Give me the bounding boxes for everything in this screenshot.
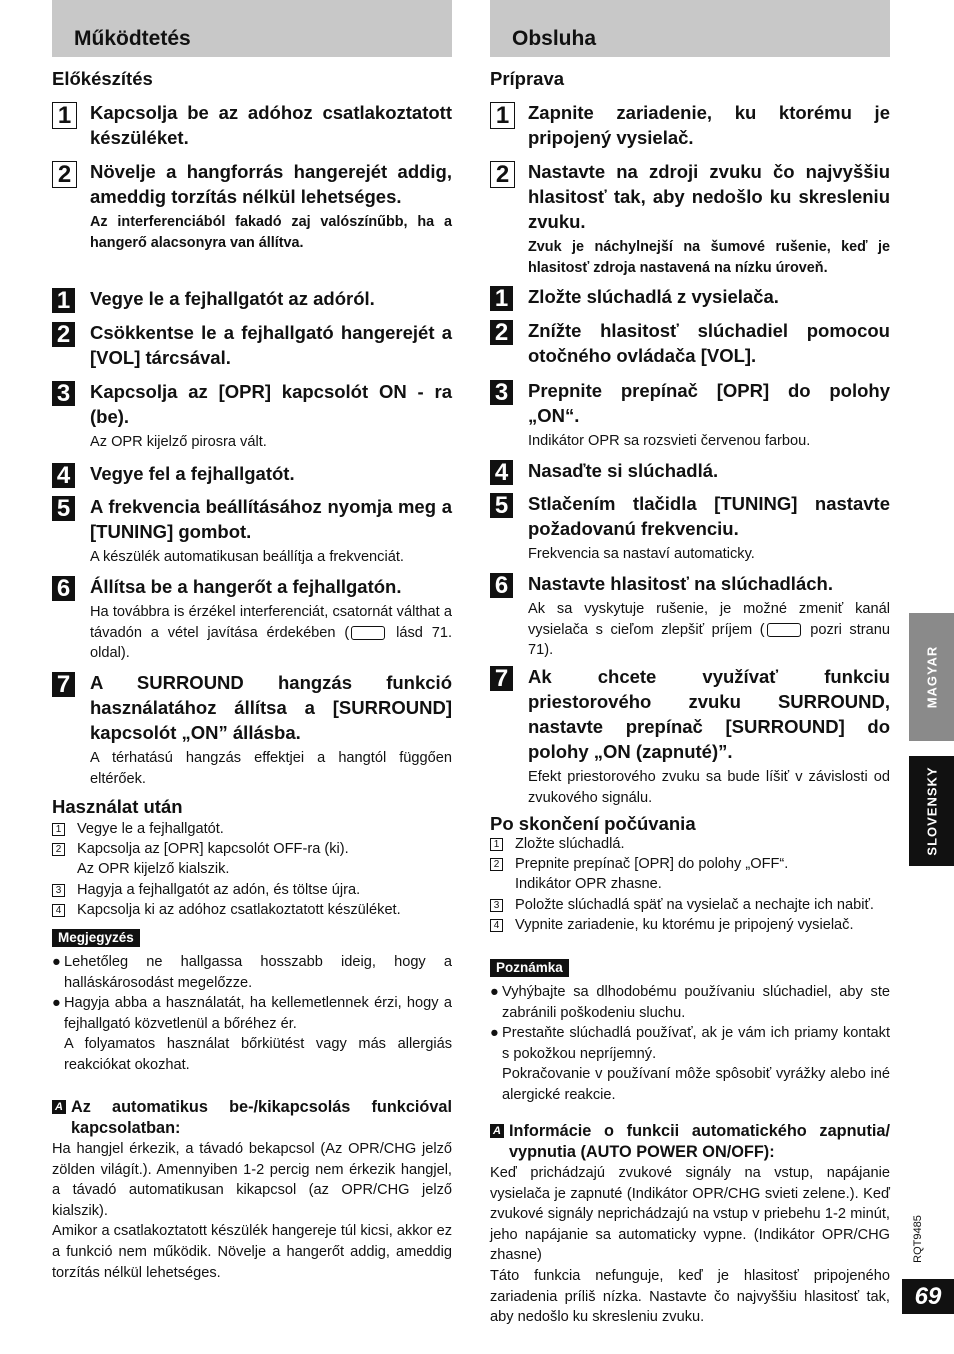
column-slovak: [490, 0, 890, 1326]
item-text: Zložte slúchadlá.: [515, 836, 625, 852]
list-item: [52, 819, 452, 839]
step-note: A készülék automatikusan beállítja a frekvenciát.: [90, 549, 404, 565]
operation-step: [52, 286, 452, 314]
auto-power-section: [52, 1097, 452, 1283]
bullet-icon: ●: [52, 995, 61, 1012]
prep-step: [490, 100, 890, 150]
step-text: Nastavte hlasitosť na slúchadlách.: [528, 573, 833, 594]
step-number: 6: [52, 576, 75, 601]
step-text: Stlačením tlačidla [TUNING] nastavte požadovanú frekvenciu.: [528, 493, 890, 539]
item-number: 4: [490, 919, 503, 932]
note-text: Ha továbbra is érzékel interferenciát, csatornát válthat a távadón a vétel javítása érdekében (: [90, 604, 452, 641]
step-text: Zapnite zariadenie, ku ktorému je pripojený vysielač.: [528, 102, 890, 148]
step-note: Az interferenciából fakadó zaj valószínűbb, ha a hangerő alacsonyra van állítva.: [90, 214, 452, 251]
step-number: 1: [52, 288, 75, 313]
item-number: 3: [52, 884, 65, 897]
auto-power-body: Ha hangjel érkezik, a távadó bekapcsol (Az OPR/CHG jelző zölden világít.). Amennyiben 1-2 percig nem érkezik hangjel, a távadó automatikusan kikapcsol (az OPR/CHG jelző kialszik).: [52, 1141, 452, 1219]
pointing-hand-icon: [767, 623, 801, 637]
operation-step: [52, 670, 452, 789]
step-text: Nasaďte si slúchadlá.: [528, 460, 719, 481]
step-text: Kapcsolja be az adóhoz csatlakoztatott készüléket.: [90, 102, 452, 148]
auto-power-body: Keď prichádzajú zvukové signály na vstup, napájanie vysielača je zapnuté (Indikátor OPR/CHG svieti zelene.). Keď zvukové signály neprichádzajú na vstup v priebehu 1-2 minút, jeho napájanie sa automaticky vypne. (Indikátor OPR/CHG zhasne): [490, 1165, 890, 1264]
step-text: Ak chcete využívať funkciu priestorového zvuku SURROUND, nastavte prepínač [SURROUND] do polohy „ON (zapnuté)”.: [528, 666, 890, 762]
step-text: A frekvencia beállításához nyomja meg a [TUNING] gombot.: [90, 496, 452, 542]
note-text: pozri stranu 71).: [528, 621, 890, 659]
step-number: 2: [52, 322, 75, 347]
bullet-text: Hagyja abba a használatát, ha kellemetlennek érzi, hogy a fejhallgató közvetlenül a bőréhez ér.: [64, 995, 452, 1032]
heading-text: Informácie o funkcii automatického zapnutia/ vypnutia (AUTO POWER ON/OFF):: [509, 1122, 890, 1161]
language-tab-slovensky: [909, 756, 954, 866]
step-number: 1: [490, 102, 515, 129]
step-note: Frekvencia sa nastaví automaticky.: [528, 546, 755, 562]
after-use-list: [490, 834, 890, 935]
section-title: Működtetés: [74, 27, 191, 50]
bullet-item: [490, 982, 890, 1023]
bullet-text: Pokračovanie v používaní môže spôsobiť vyrážky alebo iné alergické reakcie.: [502, 1066, 890, 1103]
list-item: [490, 854, 890, 894]
step-text: Prepnite prepínač [OPR] do polohy „ON“.: [528, 380, 890, 426]
prep-step: [52, 100, 452, 150]
operation-step: [52, 379, 452, 453]
operation-step: [52, 320, 452, 370]
step-number: 1: [490, 286, 513, 311]
step-number: 4: [490, 460, 513, 485]
label-a-icon: A: [490, 1124, 504, 1138]
prep-heading: Príprava: [490, 68, 565, 89]
operation-step: [52, 494, 452, 568]
operation-step: [490, 491, 890, 565]
section-header: [52, 0, 452, 57]
step-number: 6: [490, 573, 513, 598]
operation-step: [52, 574, 452, 664]
list-item: [490, 915, 890, 935]
operation-step: [52, 461, 452, 489]
tab-label: MAGYAR: [924, 645, 939, 709]
item-number: 4: [52, 904, 65, 917]
bullet-icon: ●: [490, 1025, 499, 1042]
auto-power-heading: [52, 1097, 452, 1139]
item-number: 1: [490, 838, 503, 851]
auto-power-body: Amikor a csatlakoztatott készülék hangereje túl kicsi, akkor ez a funkció nem működik. Növelje a hangerőt addig, ameddig torzítás nélkül lehetséges.: [52, 1223, 452, 1281]
bullet-icon: ●: [52, 954, 61, 970]
operation-step: [490, 284, 890, 312]
step-number: 5: [52, 496, 75, 521]
step-text: Vegye fel a fejhallgatót.: [90, 463, 295, 484]
step-number: 3: [52, 381, 75, 406]
step-number: 3: [490, 380, 513, 405]
item-number: 3: [490, 899, 503, 912]
item-number: 2: [52, 843, 65, 856]
step-text: Nastavte na zdroji zvuku čo najvyššiu hlasitosť tak, aby nedošlo ku skresleniu zvuku.: [528, 161, 890, 232]
step-text: Csökkentse le a fejhallgató hangerejét a [VOL] tárcsával.: [90, 322, 452, 368]
note-label: Megjegyzés: [52, 929, 140, 947]
prep-heading: Előkészítés: [52, 68, 153, 89]
item-subtext: Indikátor OPR zhasne.: [515, 876, 662, 893]
step-number: 5: [490, 493, 513, 518]
item-text: Hagyja a fejhallgatót az adón, és töltse újra.: [77, 881, 361, 898]
step-text: Zložte slúchadlá z vysielača.: [528, 286, 779, 307]
document-code: [908, 1200, 928, 1278]
list-item: [490, 834, 890, 854]
item-text: Vegye le a fejhallgatót.: [77, 821, 224, 837]
step-number: 2: [490, 320, 513, 345]
section-title: Obsluha: [512, 27, 597, 50]
document-code-text: RQT9485: [912, 1215, 924, 1263]
bullet-text: Prestaňte slúchadlá používať, ak je vám ich priamy kontakt s pokožkou nepríjemný.: [502, 1025, 890, 1062]
operation-step: [490, 664, 890, 808]
step-note: [90, 602, 452, 664]
prep-step: [490, 159, 890, 278]
note-bullets: [52, 952, 452, 1076]
auto-power-heading: [490, 1121, 890, 1163]
list-item: [490, 895, 890, 915]
item-text: Kapcsolja ki az adóhoz csatlakoztatott készüléket.: [77, 901, 401, 918]
item-subtext: Az OPR kijelző kialszik.: [77, 861, 230, 878]
step-text: Állítsa be a hangerőt a fejhallgatón.: [90, 576, 402, 597]
step-number: 1: [52, 102, 77, 129]
bullet-text: Lehetőleg ne hallgassa hosszabb ideig, hogy a halláskárosodást megelőzze.: [64, 954, 452, 991]
item-text: Vypnite zariadenie, ku ktorému je pripojený vysielač.: [515, 916, 854, 933]
item-text: Kapcsolja az [OPR] kapcsolót OFF-ra (ki).: [77, 841, 349, 858]
auto-power-section: [490, 1121, 890, 1328]
list-item: [52, 900, 452, 920]
page-number: 69: [902, 1279, 954, 1314]
pointing-hand-icon: [351, 626, 385, 640]
item-text: Položte slúchadlá späť na vysielač a nechajte ich nabiť.: [515, 896, 874, 913]
item-number: 2: [490, 858, 503, 871]
note-text: lásd 71. oldal).: [90, 624, 453, 662]
step-note: Az OPR kijelző pirosra vált.: [90, 434, 267, 450]
auto-power-body: Táto funkcia nefunguje, keď je hlasitosť pripojeného zariadenia príliš nízka. Nastavte čo najvyššiu hlasitosť tak, aby nedošlo ku skresleniu zvuku.: [490, 1267, 890, 1326]
bullet-text: Vyhýbajte sa dlhodobému používaniu slúchadiel, aby ste zabránili poškodeniu sluchu.: [502, 984, 890, 1021]
item-text: Prepnite prepínač [OPR] do polohy „OFF“.: [515, 856, 789, 873]
step-note: Efekt priestorového zvuku sa bude líšiť v závislosti od zvukového signálu.: [528, 769, 890, 806]
step-text: Növelje a hangforrás hangerejét addig, ameddig torzítás nélkül lehetséges.: [90, 161, 452, 207]
bullet-item: [52, 952, 452, 993]
tab-label: SLOVENSKY: [924, 766, 939, 856]
list-item: [52, 839, 452, 879]
prep-step: [52, 159, 452, 253]
bullet-icon: ●: [490, 984, 499, 1000]
operation-step: [490, 571, 890, 661]
operation-step: [490, 318, 890, 368]
step-note: [528, 599, 890, 661]
item-number: 1: [52, 823, 65, 836]
step-text: Znížte hlasitosť slúchadiel pomocou otočného ovládača [VOL].: [528, 320, 890, 366]
step-note: Zvuk je náchylnejší na šumové rušenie, keď je hlasitosť zdroja nastavená na nízku úroveň.: [528, 239, 890, 276]
step-text: Vegye le a fejhallgatót az adóról.: [90, 288, 375, 309]
label-a-icon: A: [52, 1100, 66, 1114]
step-number: 2: [490, 161, 515, 188]
operation-step: [490, 458, 890, 486]
note-bullets: [490, 982, 890, 1106]
step-text: A SURROUND hangzás funkció használatához állítsa a [SURROUND] kapcsolót „ON” állásba.: [90, 672, 452, 743]
step-text: Kapcsolja az [OPR] kapcsolót ON - ra (be).: [90, 381, 452, 427]
operation-step: [490, 378, 890, 452]
after-use-heading: Po skončení počúvania: [490, 813, 696, 834]
note-label: Poznámka: [490, 959, 569, 977]
step-note: Indikátor OPR sa rozsvieti červenou farbou.: [528, 433, 811, 449]
step-number: 4: [52, 463, 75, 488]
bullet-item: [52, 993, 452, 1075]
after-use-list: [52, 819, 452, 920]
column-hungarian: [52, 0, 453, 1281]
note-text: Ak sa vyskytuje rušenie, je možné zmeniť kanál vysielača s cieľom zlepšiť príjem (: [528, 601, 890, 638]
language-tab-magyar: [909, 613, 954, 741]
heading-text: Az automatikus be-/kikapcsolás funkcióval kapcsolatban:: [71, 1098, 452, 1137]
step-number: 2: [52, 161, 77, 188]
step-number: 7: [490, 666, 513, 691]
step-number: 7: [52, 672, 75, 697]
after-use-heading: Használat után: [52, 796, 183, 817]
step-note: A térhatású hangzás effektjei a hangtól függően eltérőek.: [90, 750, 452, 787]
list-item: [52, 880, 452, 900]
bullet-text: A folyamatos használat bőrkiütést vagy más allergiás reakciókat okozhat.: [64, 1036, 452, 1073]
bullet-item: [490, 1023, 890, 1105]
section-header: [490, 0, 890, 57]
